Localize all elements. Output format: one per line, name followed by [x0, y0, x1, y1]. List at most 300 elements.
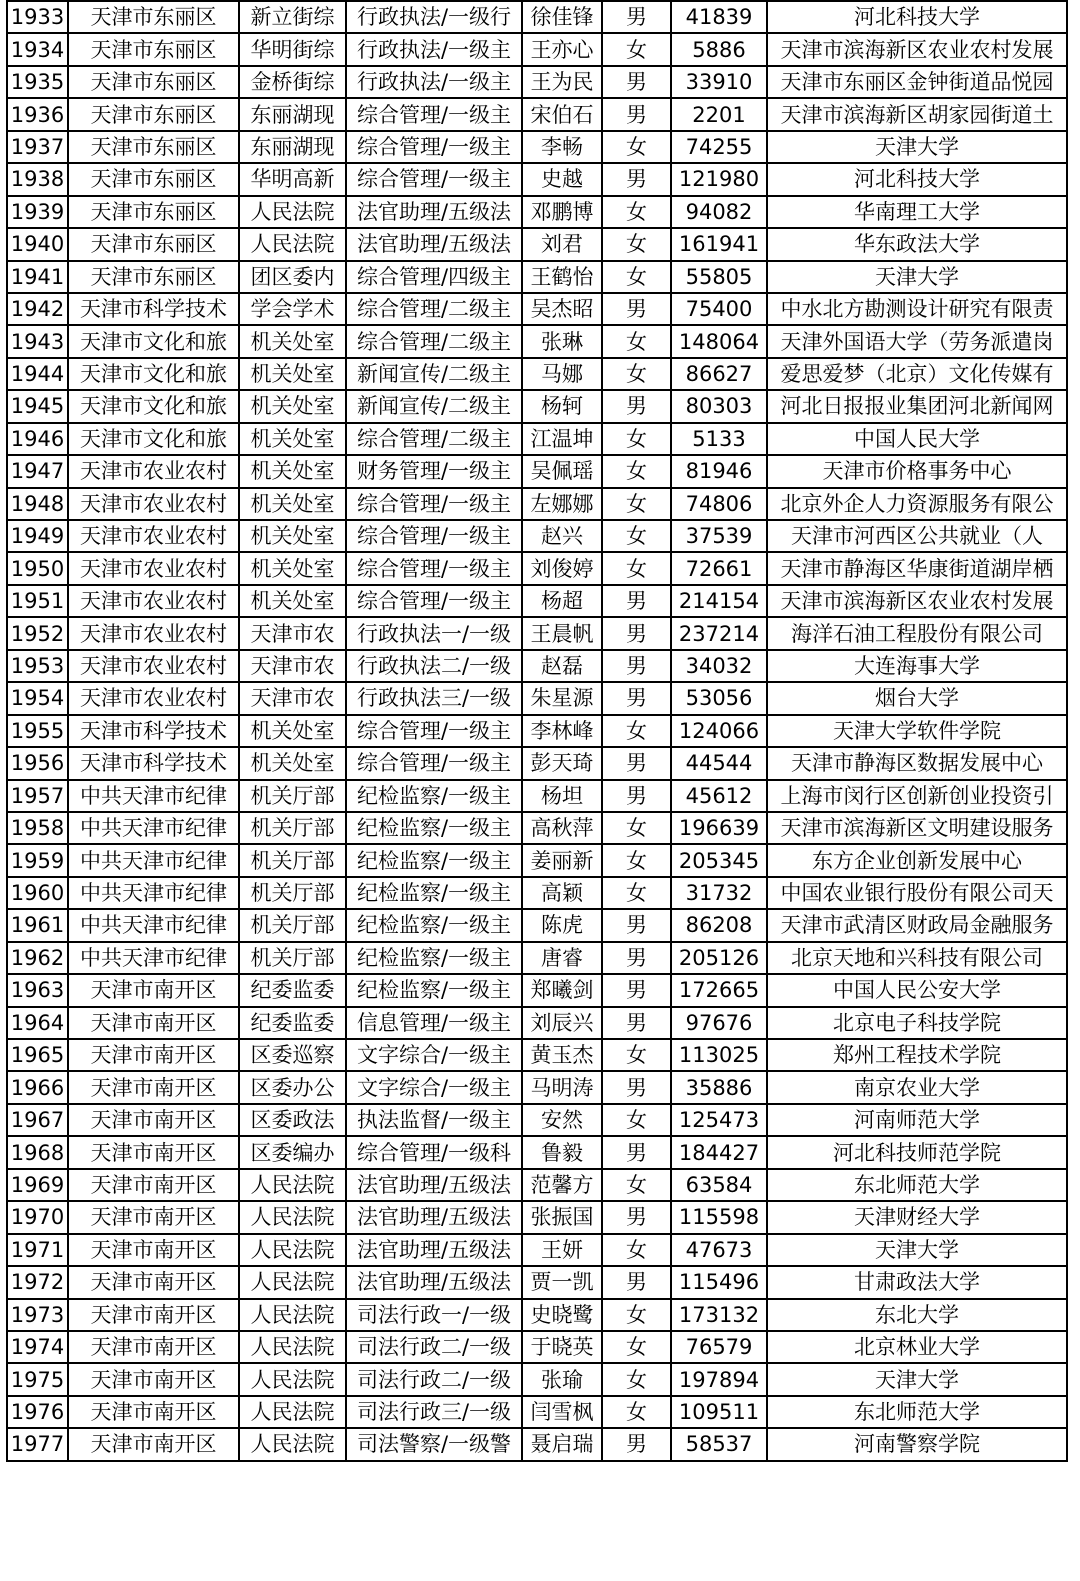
cell-name: 邓鹏博 — [522, 196, 602, 228]
cell-school: 华南理工大学 — [767, 196, 1067, 228]
cell-gender: 男 — [602, 1007, 671, 1039]
cell-unit: 人民法院 — [239, 1331, 346, 1363]
cell-unit: 机关处室 — [239, 390, 346, 422]
cell-region: 天津市科学技术 — [68, 293, 239, 325]
cell-seq: 1960 — [7, 877, 68, 909]
cell-unit: 区委编办 — [239, 1136, 346, 1168]
cell-position: 行政执法/一级主 — [346, 66, 522, 98]
cell-region: 中共天津市纪律 — [68, 844, 239, 876]
cell-position: 司法警察/一级警 — [346, 1428, 522, 1460]
cell-gender: 女 — [602, 325, 671, 357]
cell-name: 吴佩瑶 — [522, 455, 602, 487]
cell-name: 杨超 — [522, 585, 602, 617]
cell-region: 天津市农业农村 — [68, 552, 239, 584]
cell-school: 上海市闵行区创新创业投资引 — [767, 780, 1067, 812]
cell-seq: 1949 — [7, 520, 68, 552]
cell-position: 法官助理/五级法 — [346, 1266, 522, 1298]
cell-school: 天津大学 — [767, 1234, 1067, 1266]
cell-position: 法官助理/五级法 — [346, 1201, 522, 1233]
cell-seq: 1953 — [7, 650, 68, 682]
cell-school: 烟台大学 — [767, 682, 1067, 714]
cell-region: 天津市南开区 — [68, 1007, 239, 1039]
cell-exam-id: 237214 — [671, 617, 767, 649]
cell-position: 综合管理/二级主 — [346, 325, 522, 357]
cell-position: 综合管理/一级主 — [346, 98, 522, 130]
cell-position: 行政执法一/一级 — [346, 617, 522, 649]
cell-gender: 女 — [602, 877, 671, 909]
cell-unit: 人民法院 — [239, 1169, 346, 1201]
cell-name: 王晨帆 — [522, 617, 602, 649]
cell-region: 天津市南开区 — [68, 1071, 239, 1103]
cell-exam-id: 81946 — [671, 455, 767, 487]
cell-position: 纪检监察/一级主 — [346, 974, 522, 1006]
cell-region: 天津市农业农村 — [68, 488, 239, 520]
cell-region: 天津市农业农村 — [68, 617, 239, 649]
cell-name: 聂启瑞 — [522, 1428, 602, 1460]
cell-unit: 华明高新 — [239, 163, 346, 195]
cell-unit: 天津市农 — [239, 617, 346, 649]
cell-name: 王为民 — [522, 66, 602, 98]
cell-exam-id: 75400 — [671, 293, 767, 325]
table-row — [7, 844, 1067, 876]
cell-seq: 1948 — [7, 488, 68, 520]
cell-name: 贾一凯 — [522, 1266, 602, 1298]
cell-seq: 1970 — [7, 1201, 68, 1233]
cell-region: 天津市农业农村 — [68, 650, 239, 682]
cell-region: 天津市南开区 — [68, 1169, 239, 1201]
cell-seq: 1972 — [7, 1266, 68, 1298]
cell-position: 综合管理/一级主 — [346, 715, 522, 747]
cell-school: 天津市滨海新区文明建设服务 — [767, 812, 1067, 844]
table-row — [7, 909, 1067, 941]
table-row — [7, 455, 1067, 487]
table-row — [7, 1007, 1067, 1039]
cell-gender: 男 — [602, 974, 671, 1006]
cell-gender: 男 — [602, 1, 671, 33]
cell-gender: 女 — [602, 1396, 671, 1428]
cell-seq: 1952 — [7, 617, 68, 649]
cell-name: 杨坦 — [522, 780, 602, 812]
table-row — [7, 747, 1067, 779]
cell-exam-id: 44544 — [671, 747, 767, 779]
cell-position: 纪检监察/一级主 — [346, 844, 522, 876]
cell-position: 司法行政二/一级 — [346, 1363, 522, 1395]
cell-seq: 1977 — [7, 1428, 68, 1460]
cell-gender: 女 — [602, 715, 671, 747]
cell-school: 天津市价格事务中心 — [767, 455, 1067, 487]
cell-exam-id: 76579 — [671, 1331, 767, 1363]
cell-exam-id: 74255 — [671, 131, 767, 163]
cell-seq: 1944 — [7, 358, 68, 390]
table-row — [7, 715, 1067, 747]
cell-school: 天津外国语大学（劳务派遣岗 — [767, 325, 1067, 357]
table-row — [7, 228, 1067, 260]
table-row — [7, 325, 1067, 357]
cell-exam-id: 31732 — [671, 877, 767, 909]
cell-position: 纪检监察/一级主 — [346, 812, 522, 844]
cell-region: 天津市科学技术 — [68, 715, 239, 747]
cell-seq: 1935 — [7, 66, 68, 98]
cell-region: 天津市东丽区 — [68, 131, 239, 163]
cell-gender: 男 — [602, 617, 671, 649]
cell-unit: 团区委内 — [239, 261, 346, 293]
cell-gender: 女 — [602, 196, 671, 228]
cell-exam-id: 115598 — [671, 1201, 767, 1233]
cell-region: 天津市南开区 — [68, 1396, 239, 1428]
table-row — [7, 1201, 1067, 1233]
cell-region: 中共天津市纪律 — [68, 780, 239, 812]
table-row — [7, 1169, 1067, 1201]
cell-unit: 人民法院 — [239, 1299, 346, 1331]
cell-school: 中国人民公安大学 — [767, 974, 1067, 1006]
cell-position: 综合管理/一级主 — [346, 163, 522, 195]
cell-region: 天津市东丽区 — [68, 261, 239, 293]
cell-exam-id: 197894 — [671, 1363, 767, 1395]
cell-position: 执法监督/一级主 — [346, 1104, 522, 1136]
cell-exam-id: 80303 — [671, 390, 767, 422]
cell-name: 张振国 — [522, 1201, 602, 1233]
cell-school: 天津市滨海新区胡家园街道土 — [767, 98, 1067, 130]
cell-exam-id: 35886 — [671, 1071, 767, 1103]
cell-position: 纪检监察/一级主 — [346, 780, 522, 812]
cell-gender: 女 — [602, 552, 671, 584]
cell-position: 行政执法/一级主 — [346, 33, 522, 65]
cell-exam-id: 205126 — [671, 942, 767, 974]
cell-gender: 男 — [602, 390, 671, 422]
cell-seq: 1965 — [7, 1039, 68, 1071]
cell-school: 东北师范大学 — [767, 1169, 1067, 1201]
cell-region: 天津市南开区 — [68, 1234, 239, 1266]
cell-exam-id: 41839 — [671, 1, 767, 33]
table-row — [7, 488, 1067, 520]
cell-position: 综合管理/二级主 — [346, 423, 522, 455]
results-table — [6, 0, 1068, 1462]
cell-unit: 人民法院 — [239, 228, 346, 260]
cell-region: 天津市文化和旅 — [68, 325, 239, 357]
cell-unit: 机关处室 — [239, 455, 346, 487]
cell-region: 中共天津市纪律 — [68, 909, 239, 941]
table-row — [7, 1234, 1067, 1266]
cell-gender: 男 — [602, 66, 671, 98]
cell-name: 王妍 — [522, 1234, 602, 1266]
cell-region: 天津市南开区 — [68, 1201, 239, 1233]
cell-gender: 女 — [602, 1169, 671, 1201]
cell-school: 爱思爱梦（北京）文化传媒有 — [767, 358, 1067, 390]
cell-name: 范馨方 — [522, 1169, 602, 1201]
cell-seq: 1943 — [7, 325, 68, 357]
table-row — [7, 261, 1067, 293]
cell-gender: 女 — [602, 33, 671, 65]
cell-name: 安然 — [522, 1104, 602, 1136]
cell-seq: 1976 — [7, 1396, 68, 1428]
cell-exam-id: 33910 — [671, 66, 767, 98]
cell-unit: 机关厅部 — [239, 844, 346, 876]
cell-region: 天津市东丽区 — [68, 33, 239, 65]
cell-school: 北京林业大学 — [767, 1331, 1067, 1363]
cell-region: 天津市南开区 — [68, 1428, 239, 1460]
cell-unit: 机关厅部 — [239, 780, 346, 812]
cell-exam-id: 86627 — [671, 358, 767, 390]
cell-name: 史越 — [522, 163, 602, 195]
cell-region: 中共天津市纪律 — [68, 942, 239, 974]
cell-seq: 1954 — [7, 682, 68, 714]
cell-seq: 1974 — [7, 1331, 68, 1363]
cell-name: 刘辰兴 — [522, 1007, 602, 1039]
table-row — [7, 520, 1067, 552]
cell-unit: 机关厅部 — [239, 942, 346, 974]
cell-position: 纪检监察/一级主 — [346, 942, 522, 974]
table-row — [7, 1, 1067, 33]
cell-exam-id: 5886 — [671, 33, 767, 65]
cell-unit: 人民法院 — [239, 1428, 346, 1460]
cell-unit: 机关处室 — [239, 325, 346, 357]
cell-region: 天津市农业农村 — [68, 682, 239, 714]
cell-seq: 1959 — [7, 844, 68, 876]
cell-school: 天津财经大学 — [767, 1201, 1067, 1233]
cell-region: 天津市农业农村 — [68, 455, 239, 487]
cell-school: 北京外企人力资源服务有限公 — [767, 488, 1067, 520]
cell-unit: 机关处室 — [239, 358, 346, 390]
cell-gender: 男 — [602, 650, 671, 682]
cell-seq: 1947 — [7, 455, 68, 487]
cell-exam-id: 148064 — [671, 325, 767, 357]
table-row — [7, 293, 1067, 325]
table-body — [7, 1, 1067, 1461]
cell-region: 天津市南开区 — [68, 1039, 239, 1071]
cell-region: 天津市东丽区 — [68, 228, 239, 260]
cell-gender: 男 — [602, 585, 671, 617]
cell-school: 天津市静海区数据发展中心 — [767, 747, 1067, 779]
table-row — [7, 423, 1067, 455]
cell-exam-id: 37539 — [671, 520, 767, 552]
cell-exam-id: 161941 — [671, 228, 767, 260]
cell-seq: 1962 — [7, 942, 68, 974]
cell-school: 中国人民大学 — [767, 423, 1067, 455]
table-row — [7, 1396, 1067, 1428]
cell-exam-id: 184427 — [671, 1136, 767, 1168]
cell-position: 财务管理/一级主 — [346, 455, 522, 487]
cell-seq: 1968 — [7, 1136, 68, 1168]
cell-gender: 女 — [602, 1299, 671, 1331]
cell-gender: 男 — [602, 909, 671, 941]
table-row — [7, 1428, 1067, 1460]
cell-position: 综合管理/一级主 — [346, 747, 522, 779]
cell-seq: 1966 — [7, 1071, 68, 1103]
cell-school: 天津大学 — [767, 131, 1067, 163]
cell-school: 天津市滨海新区农业农村发展 — [767, 33, 1067, 65]
cell-name: 黄玉杰 — [522, 1039, 602, 1071]
cell-unit: 人民法院 — [239, 196, 346, 228]
table-row — [7, 617, 1067, 649]
table-row — [7, 585, 1067, 617]
table-row — [7, 196, 1067, 228]
cell-school: 天津大学软件学院 — [767, 715, 1067, 747]
table-row — [7, 98, 1067, 130]
cell-gender: 女 — [602, 1234, 671, 1266]
cell-school: 北京电子科技学院 — [767, 1007, 1067, 1039]
cell-name: 彭天琦 — [522, 747, 602, 779]
cell-region: 天津市南开区 — [68, 1104, 239, 1136]
cell-region: 天津市东丽区 — [68, 196, 239, 228]
cell-unit: 机关处室 — [239, 585, 346, 617]
cell-name: 赵兴 — [522, 520, 602, 552]
cell-unit: 天津市农 — [239, 650, 346, 682]
cell-seq: 1940 — [7, 228, 68, 260]
table-row — [7, 974, 1067, 1006]
cell-school: 大连海事大学 — [767, 650, 1067, 682]
cell-gender: 女 — [602, 812, 671, 844]
cell-school: 河南师范大学 — [767, 1104, 1067, 1136]
cell-gender: 男 — [602, 293, 671, 325]
cell-position: 文字综合/一级主 — [346, 1039, 522, 1071]
table-row — [7, 552, 1067, 584]
cell-name: 江温坤 — [522, 423, 602, 455]
cell-unit: 东丽湖现 — [239, 98, 346, 130]
cell-gender: 女 — [602, 455, 671, 487]
cell-position: 司法行政三/一级 — [346, 1396, 522, 1428]
cell-unit: 华明街综 — [239, 33, 346, 65]
cell-gender: 男 — [602, 942, 671, 974]
cell-exam-id: 94082 — [671, 196, 767, 228]
cell-unit: 机关处室 — [239, 715, 346, 747]
cell-unit: 机关厅部 — [239, 812, 346, 844]
cell-exam-id: 109511 — [671, 1396, 767, 1428]
cell-position: 行政执法/一级行 — [346, 1, 522, 33]
cell-gender: 女 — [602, 358, 671, 390]
table-row — [7, 390, 1067, 422]
cell-position: 纪检监察/一级主 — [346, 877, 522, 909]
table-row — [7, 1363, 1067, 1395]
cell-name: 马娜 — [522, 358, 602, 390]
cell-name: 杨轲 — [522, 390, 602, 422]
cell-unit: 人民法院 — [239, 1201, 346, 1233]
cell-school: 东北师范大学 — [767, 1396, 1067, 1428]
table-row — [7, 1299, 1067, 1331]
cell-position: 综合管理/一级主 — [346, 552, 522, 584]
cell-seq: 1950 — [7, 552, 68, 584]
cell-exam-id: 214154 — [671, 585, 767, 617]
table-row — [7, 1071, 1067, 1103]
cell-unit: 机关处室 — [239, 520, 346, 552]
cell-school: 天津市静海区华康街道湖岸栖 — [767, 552, 1067, 584]
cell-region: 天津市南开区 — [68, 1266, 239, 1298]
cell-unit: 人民法院 — [239, 1234, 346, 1266]
table-row — [7, 1136, 1067, 1168]
cell-school: 河北科技大学 — [767, 1, 1067, 33]
cell-exam-id: 124066 — [671, 715, 767, 747]
cell-school: 河北科技大学 — [767, 163, 1067, 195]
cell-gender: 男 — [602, 163, 671, 195]
cell-gender: 男 — [602, 682, 671, 714]
cell-exam-id: 53056 — [671, 682, 767, 714]
cell-exam-id: 121980 — [671, 163, 767, 195]
cell-region: 天津市农业农村 — [68, 585, 239, 617]
cell-unit: 纪委监委 — [239, 974, 346, 1006]
cell-unit: 东丽湖现 — [239, 131, 346, 163]
cell-gender: 女 — [602, 844, 671, 876]
cell-name: 高秋萍 — [522, 812, 602, 844]
cell-gender: 男 — [602, 780, 671, 812]
cell-gender: 女 — [602, 1039, 671, 1071]
cell-seq: 1964 — [7, 1007, 68, 1039]
cell-school: 天津市东丽区金钟街道品悦园 — [767, 66, 1067, 98]
table-row — [7, 131, 1067, 163]
cell-position: 法官助理/五级法 — [346, 228, 522, 260]
cell-unit: 区委政法 — [239, 1104, 346, 1136]
cell-name: 王鹤怡 — [522, 261, 602, 293]
cell-region: 中共天津市纪律 — [68, 812, 239, 844]
cell-unit: 学会学术 — [239, 293, 346, 325]
cell-position: 综合管理/一级主 — [346, 488, 522, 520]
cell-region: 天津市南开区 — [68, 1331, 239, 1363]
cell-gender: 女 — [602, 131, 671, 163]
cell-gender: 男 — [602, 1201, 671, 1233]
table-row — [7, 1104, 1067, 1136]
cell-seq: 1946 — [7, 423, 68, 455]
cell-unit: 金桥街综 — [239, 66, 346, 98]
cell-school: 河北日报报业集团河北新闻网 — [767, 390, 1067, 422]
table-row — [7, 780, 1067, 812]
cell-gender: 女 — [602, 423, 671, 455]
cell-name: 郑曦剑 — [522, 974, 602, 1006]
cell-region: 天津市文化和旅 — [68, 423, 239, 455]
cell-name: 刘君 — [522, 228, 602, 260]
cell-seq: 1963 — [7, 974, 68, 1006]
cell-exam-id: 2201 — [671, 98, 767, 130]
cell-name: 张琳 — [522, 325, 602, 357]
table-row — [7, 163, 1067, 195]
cell-name: 李畅 — [522, 131, 602, 163]
cell-name: 鲁毅 — [522, 1136, 602, 1168]
cell-seq: 1971 — [7, 1234, 68, 1266]
cell-unit: 机关处室 — [239, 488, 346, 520]
cell-position: 纪检监察/一级主 — [346, 909, 522, 941]
cell-exam-id: 205345 — [671, 844, 767, 876]
cell-gender: 男 — [602, 1266, 671, 1298]
cell-name: 陈虎 — [522, 909, 602, 941]
cell-region: 中共天津市纪律 — [68, 877, 239, 909]
cell-position: 司法行政二/一级 — [346, 1331, 522, 1363]
cell-position: 司法行政一/一级 — [346, 1299, 522, 1331]
cell-position: 综合管理/一级主 — [346, 520, 522, 552]
cell-name: 张瑜 — [522, 1363, 602, 1395]
cell-gender: 女 — [602, 488, 671, 520]
cell-position: 信息管理/一级主 — [346, 1007, 522, 1039]
table-row — [7, 1039, 1067, 1071]
cell-exam-id: 125473 — [671, 1104, 767, 1136]
cell-name: 朱星源 — [522, 682, 602, 714]
cell-name: 赵磊 — [522, 650, 602, 682]
cell-exam-id: 115496 — [671, 1266, 767, 1298]
cell-unit: 人民法院 — [239, 1396, 346, 1428]
table-row — [7, 358, 1067, 390]
cell-name: 唐睿 — [522, 942, 602, 974]
cell-position: 综合管理/一级主 — [346, 131, 522, 163]
cell-seq: 1956 — [7, 747, 68, 779]
cell-gender: 女 — [602, 1331, 671, 1363]
cell-seq: 1939 — [7, 196, 68, 228]
cell-region: 天津市南开区 — [68, 1136, 239, 1168]
cell-unit: 机关厅部 — [239, 877, 346, 909]
cell-exam-id: 72661 — [671, 552, 767, 584]
cell-seq: 1933 — [7, 1, 68, 33]
cell-gender: 女 — [602, 1363, 671, 1395]
cell-school: 河北科技师范学院 — [767, 1136, 1067, 1168]
cell-gender: 女 — [602, 520, 671, 552]
cell-region: 天津市南开区 — [68, 1299, 239, 1331]
cell-name: 徐佳锋 — [522, 1, 602, 33]
cell-region: 天津市东丽区 — [68, 98, 239, 130]
